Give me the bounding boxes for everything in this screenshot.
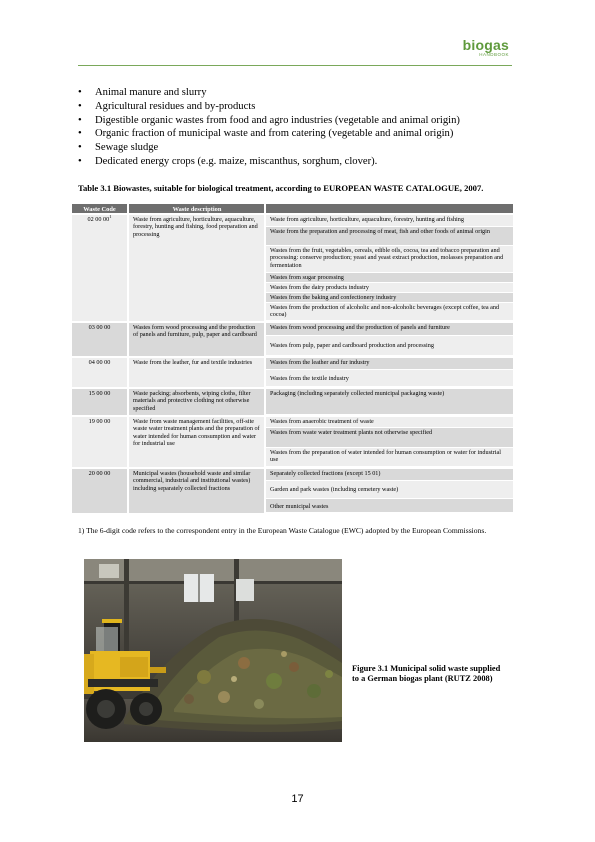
header-subcategories	[266, 204, 513, 213]
waste-table	[72, 204, 513, 513]
bullet-icon: •	[78, 87, 82, 98]
table-header-row	[72, 204, 513, 213]
subcategory-list	[266, 389, 513, 415]
bullet-list	[78, 86, 518, 169]
footnote-marker: 1	[109, 213, 112, 219]
figure-caption: Figure 3.1 Municipal solid waste supplied to a German biogas plant (RUTZ 2008)	[352, 664, 501, 683]
list-item: • Sewage sludge	[78, 142, 159, 154]
subcategory-cell: Wastes from the production of alcoholic and non-alcoholic beverages (except coffee, tea and cocoa)	[266, 303, 513, 320]
subcategory-list	[266, 323, 513, 356]
waste-code-cell: 19 00 00	[72, 417, 127, 467]
subcategory-cell: Packaging (including separately collected municipal packaging waste)	[266, 389, 513, 414]
waste-code-cell: 20 00 00	[72, 469, 127, 513]
subcategory-cell: Other municipal wastes	[266, 499, 513, 512]
waste-description-cell: Wastes form wood processing and the production of panels and furniture, pulp, paper and cardboard	[129, 323, 264, 356]
subcategory-cell: Wastes from the fruit, vegetables, cereals, edible oils, cocoa, tea and tobacco preparation and processing: conserve production; yeast and yeast extract production, molasses preparation and fermentation	[266, 246, 513, 272]
waste-code-cell: 03 00 00	[72, 323, 127, 356]
subcategory-cell: Wastes from the textile industry	[266, 370, 513, 386]
subcategory-cell: Wastes from the baking and confectionery industry	[266, 293, 513, 302]
bullet-icon: •	[78, 142, 82, 154]
bullet-icon: •	[78, 155, 82, 167]
subcategory-cell: Wastes from pulp, paper and cardboard production and processing	[266, 336, 513, 355]
list-item: • Organic fraction of municipal waste and from catering (vegetable and animal origin)	[78, 128, 454, 140]
waste-code-cell: 02 00 $00^1$	[72, 215, 127, 321]
logo-subtitle: HANDBOOK	[479, 52, 509, 57]
logo-name: biogas	[462, 37, 509, 53]
subcategory-list	[266, 215, 513, 321]
list-item: • Animal manure and slurry	[78, 87, 207, 98]
waste-pile-image	[84, 559, 342, 742]
waste-code-cell: 15 00 00	[72, 389, 127, 415]
table-row	[72, 358, 513, 387]
subcategory-cell: Separately collected fractions (except 15 01)	[266, 469, 513, 480]
waste-description-cell: Waste packing; absorbents, wiping cloths, filter materials and protective clothing not otherwise specified	[129, 389, 264, 415]
table-row	[72, 469, 513, 513]
header-waste-description: Waste description	[129, 204, 264, 213]
table-row	[72, 215, 513, 321]
subcategory-cell: Waste from agriculture, horticulture, aquaculture, forestry, hunting and fishing	[266, 215, 513, 226]
table-caption: Table 3.1 Biowastes, suitable for biological treatment, according to EUROPEAN WASTE CATALOGUE, 2007.	[78, 183, 484, 193]
waste-description-cell: Waste from agriculture, horticulture, aquaculture, forestry, hunting and fishing, food preparation and processing	[129, 215, 264, 321]
subcategory-list	[266, 469, 513, 513]
subcategory-cell: Wastes from the leather and fur industry	[266, 358, 513, 369]
list-item: • Digestible organic wastes from food and agro industries (vegetable and animal origin)	[78, 114, 460, 126]
subcategory-cell: Waste from the preparation and processing of meat, fish and other foods of animal origin	[266, 227, 513, 245]
page-number: 17	[291, 793, 304, 805]
biogas-handbook-logo	[463, 38, 509, 58]
bullet-icon: •	[78, 114, 82, 126]
table-row	[72, 323, 513, 356]
subcategory-cell: Wastes from anaerobic treatment of waste	[266, 417, 513, 427]
waste-description-cell: Waste from the leather, fur and textile industries	[129, 358, 264, 387]
subcategory-list	[266, 417, 513, 467]
subcategory-cell: Wastes from the preparation of water intended for human consumption or water for industrial use	[266, 448, 513, 466]
waste-description-cell: Municipal wastes (household waste and similar commercial, industrial and institutional wastes) including separately collected fractions	[129, 469, 264, 513]
subcategory-cell: Garden and park wastes (including cemetery waste)	[266, 481, 513, 498]
table-row	[72, 417, 513, 467]
subcategory-cell: Wastes from wood processing and the production of panels and furniture	[266, 323, 513, 335]
table-footnote: 1) The 6-digit code refers to the correspondent entry in the European Waste Catalogue (EWC) adopted by the European Commissions.	[78, 526, 487, 535]
municipal-waste-photo	[84, 559, 342, 742]
subcategory-cell: Wastes from waste water treatment plants not otherwise specified	[266, 428, 513, 447]
header-rule	[78, 65, 512, 66]
bullet-icon: •	[78, 100, 82, 112]
subcategory-cell: Wastes from the dairy products industry	[266, 283, 513, 292]
list-item: • Agricultural residues and by-products	[78, 100, 256, 112]
table-row	[72, 389, 513, 415]
waste-description-cell: Waste from waste management facilities, off-site waste water treatment plants and the preparation of water intended for human consumption and water for industrial use	[129, 417, 264, 467]
subcategory-list	[266, 358, 513, 387]
subcategory-cell: Wastes from sugar processing	[266, 273, 513, 282]
waste-code-cell: 04 00 00	[72, 358, 127, 387]
list-item: • Dedicated energy crops (e.g. maize, miscanthus, sorghum, clover).	[78, 155, 378, 167]
header-waste-code: Waste Code	[72, 204, 127, 213]
bullet-icon: •	[78, 128, 82, 140]
